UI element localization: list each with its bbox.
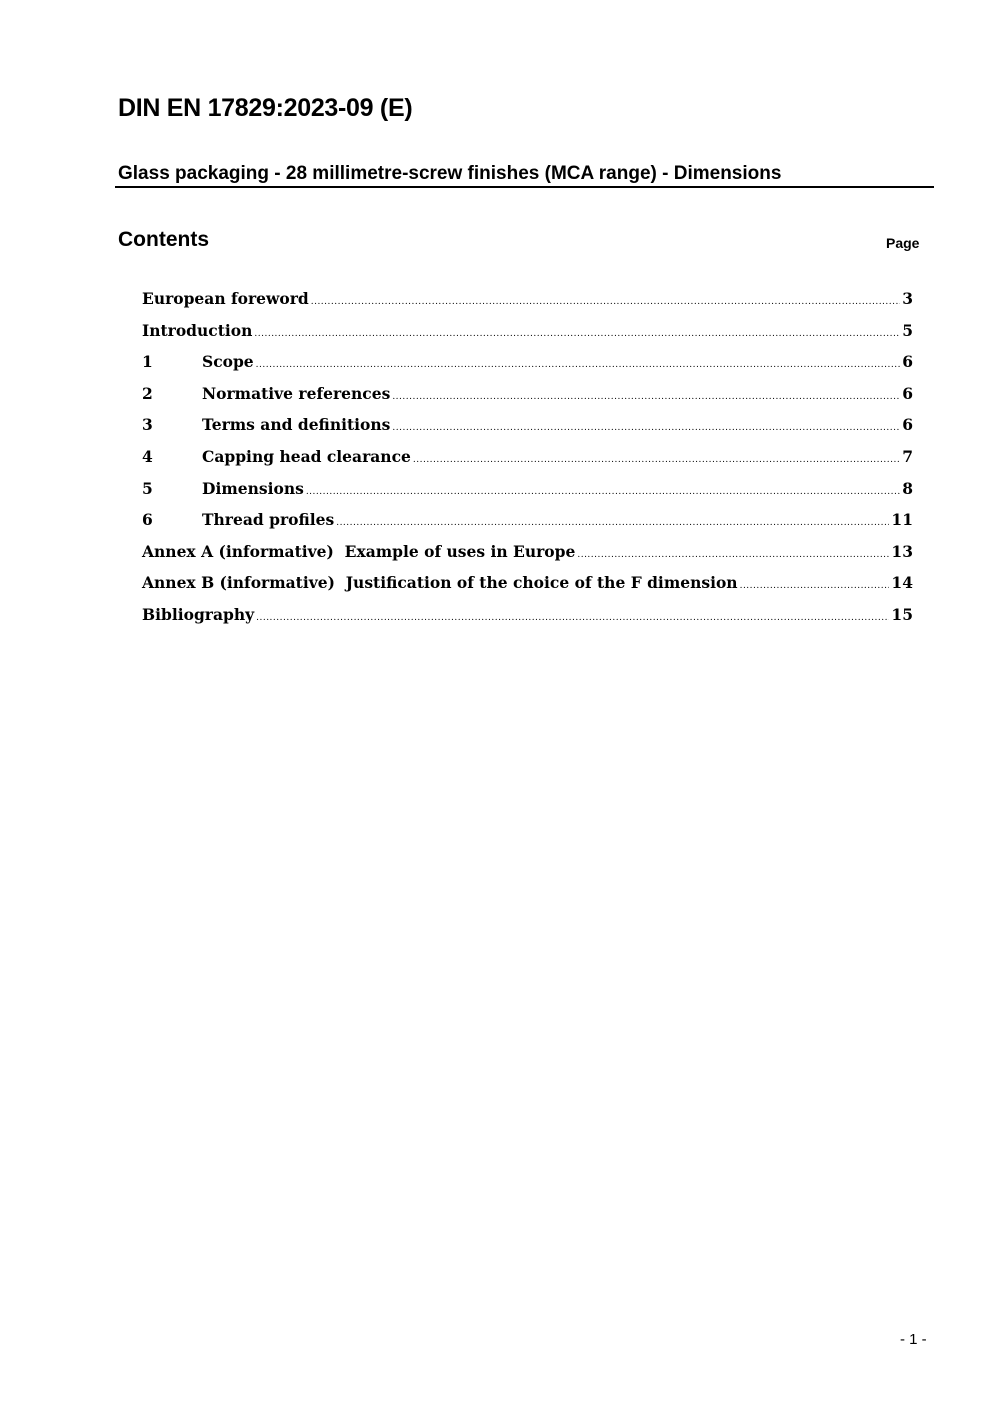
toc-entry-label: European foreword [142,289,309,308]
toc-entry-label: Scope [202,352,254,372]
toc-entry-number: 2 [142,383,153,403]
toc-dot-leader [392,416,900,434]
toc-entry-label: Thread profiles [202,510,335,530]
table-of-contents [142,289,913,637]
toc-dot-leader [392,385,900,403]
toc-entry-annex-b[interactable] [142,573,913,605]
toc-entry-label: Dimensions [202,478,304,498]
toc-dot-leader [256,606,889,624]
toc-entry-page: 3 [902,289,913,308]
toc-entry-terms-and-definitions[interactable] [142,415,913,447]
toc-dot-leader [336,511,889,529]
toc-entry-label: Capping head clearance [202,446,411,466]
toc-entry-scope[interactable] [142,352,913,384]
toc-entry-page: 6 [902,352,913,372]
toc-dot-leader [256,353,901,371]
toc-dot-leader [740,574,890,592]
toc-dot-leader [311,290,900,308]
toc-dot-leader [577,543,889,561]
title-underline [115,186,934,188]
toc-entry-number: 1 [142,352,153,372]
toc-entry-introduction[interactable] [142,321,913,353]
toc-entry-european-foreword[interactable] [142,289,913,321]
toc-dot-leader [306,480,900,498]
toc-entry-label: Introduction [142,320,253,340]
contents-heading: Contents [118,228,209,251]
toc-entry-number: 4 [142,446,153,466]
footer-page-number: - 1 - [900,1331,927,1348]
toc-entry-number: 5 [142,478,153,498]
document-id: DIN EN 17829:2023-09 (E) [118,94,413,122]
toc-entry-page: 6 [902,415,913,435]
toc-dot-leader [413,448,900,466]
toc-entry-label: Bibliography [142,604,255,624]
toc-entry-page: 15 [891,604,913,624]
toc-entry-number: 3 [142,415,153,435]
page-column-label: Page [886,235,920,251]
toc-entry-number: 6 [142,510,153,530]
toc-entry-label: Normative references [202,383,391,403]
toc-entry-capping-head-clearance[interactable] [142,447,913,479]
toc-entry-page: 11 [891,510,913,530]
toc-entry-page: 5 [902,320,913,340]
toc-entry-page: 6 [902,383,913,403]
toc-entry-page: 7 [902,446,913,466]
document-title: Glass packaging - 28 millimetre-screw finishes (MCA range) - Dimensions [118,163,782,184]
toc-entry-annex-a[interactable] [142,542,913,574]
toc-entry-dimensions[interactable] [142,479,913,511]
toc-entry-label: Annex A (informative) Example of uses in Europe [142,541,576,561]
toc-entry-page: 14 [891,573,913,593]
toc-entry-label: Annex B (informative) Justification of the choice of the F dimension [142,573,738,593]
toc-entry-label: Terms and definitions [202,415,391,435]
toc-entry-page: 8 [902,478,913,498]
toc-entry-thread-profiles[interactable] [142,510,913,542]
toc-entry-page: 13 [891,541,913,561]
toc-entry-bibliography[interactable] [142,605,913,637]
toc-entry-normative-references[interactable] [142,384,913,416]
toc-dot-leader [254,322,900,340]
